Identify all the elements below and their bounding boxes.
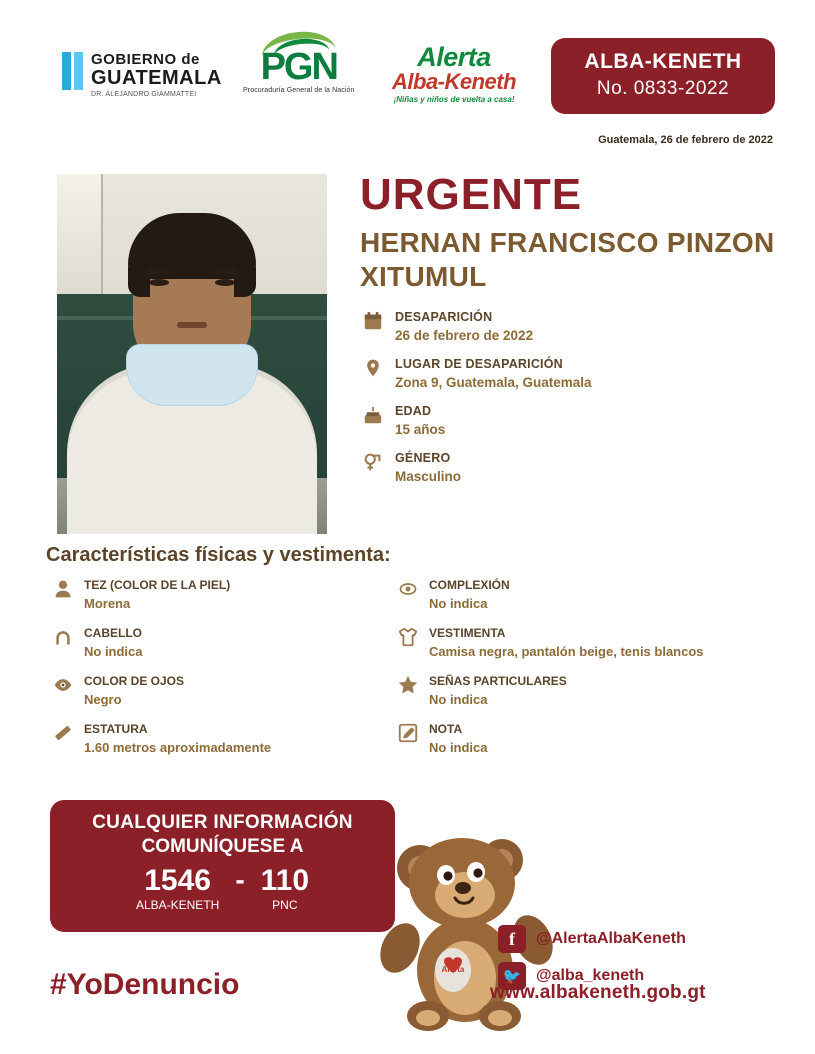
alerta-tagline: ¡Niñas y niños de vuelta a casa! <box>393 94 515 104</box>
contact-info-line2: COMUNÍQUESE A <box>141 836 304 857</box>
char-value: Camisa negra, pantalón beige, tenis blancos <box>429 644 704 659</box>
char-complexion <box>395 576 780 611</box>
facebook-icon: f <box>498 925 526 953</box>
phone-pnc-label: PNC <box>272 898 298 912</box>
characteristics-grid <box>50 576 780 768</box>
char-value: Negro <box>84 692 122 707</box>
characteristics-title: Características físicas y vestimenta: <box>46 544 391 566</box>
gender-icon <box>360 449 386 475</box>
field-edad <box>360 402 790 437</box>
facebook-handle: @AlertaAlbaKeneth <box>536 930 686 947</box>
char-label: COMPLEXIÓN <box>429 578 510 592</box>
phone-alba-keneth-label: ALBA-KENETH <box>135 898 220 912</box>
victim-photo <box>57 174 327 534</box>
char-label: ESTATURA <box>84 722 148 736</box>
field-label: GÉNERO <box>395 451 451 465</box>
government-logo-line3: DR. ALEJANDRO GIAMMATTEI <box>91 91 197 98</box>
alerta-alba-keneth-logo <box>392 42 517 104</box>
char-label: VESTIMENTA <box>429 626 506 640</box>
field-genero <box>360 449 790 484</box>
case-badge-title: ALBA-KENETH <box>584 50 742 73</box>
field-value: Masculino <box>395 469 462 484</box>
field-desaparicion <box>360 308 790 343</box>
case-badge <box>551 38 775 114</box>
field-value: 26 de febrero de 2022 <box>395 328 534 343</box>
field-value: 15 años <box>395 422 446 437</box>
contact-info-line1: CUALQUIER INFORMACIÓN <box>92 812 353 833</box>
field-label: EDAD <box>395 404 432 418</box>
char-value: No indica <box>429 596 488 611</box>
pgn-logo <box>243 48 354 94</box>
char-label: NOTA <box>429 722 463 736</box>
cake-icon <box>360 402 386 428</box>
char-label: SEÑAS PARTICULARES <box>429 674 567 688</box>
field-value: Zona 9, Guatemala, Guatemala <box>395 375 592 390</box>
complexion-icon <box>395 576 421 602</box>
char-senas-particulares <box>395 672 780 707</box>
char-label: CABELLO <box>84 626 142 640</box>
char-value: No indica <box>429 692 488 707</box>
char-vestimenta <box>395 624 780 659</box>
phone-pnc[interactable] <box>261 866 309 912</box>
star-icon <box>395 672 421 698</box>
phone-separator: - <box>235 864 245 895</box>
government-logo-bars-icon <box>62 52 83 90</box>
phone-alba-keneth-number: 1546 <box>144 864 211 897</box>
case-badge-number: No. 0833-2022 <box>596 78 730 99</box>
alba-keneth-word: Alba-Keneth <box>392 68 517 94</box>
phone-pnc-number: 110 <box>260 864 310 897</box>
facebook-row[interactable] <box>498 925 686 953</box>
page-header <box>0 0 815 150</box>
alerta-word: Alerta <box>417 42 491 72</box>
location-pin-icon <box>360 355 386 381</box>
website-url[interactable]: www.albakeneth.gob.gt <box>490 982 706 1003</box>
char-color-ojos <box>50 672 395 707</box>
char-value: No indica <box>429 740 488 755</box>
note-pencil-icon <box>395 720 421 746</box>
eye-icon <box>50 672 76 698</box>
char-value: Morena <box>84 596 131 611</box>
twitter-icon: 🐦 <box>498 962 526 990</box>
char-nota <box>395 720 780 755</box>
hair-icon <box>50 624 76 650</box>
government-logo <box>62 52 222 98</box>
government-logo-line2: GUATEMALA <box>91 67 222 89</box>
case-date: Guatemala, 26 de febrero de 2022 <box>598 134 773 146</box>
char-value: 1.60 metros aproximadamente <box>84 740 272 755</box>
char-label: COLOR DE OJOS <box>84 674 185 688</box>
char-label: TEZ (COLOR DE LA PIEL) <box>84 578 231 592</box>
hashtag-yodenuncio: #YoDenuncio <box>50 968 240 1001</box>
svg-text:Alerta: Alerta <box>441 965 465 974</box>
tshirt-icon <box>395 624 421 650</box>
contact-info-box <box>50 800 395 932</box>
twitter-handle: @alba_keneth <box>536 967 645 984</box>
government-logo-line1: GOBIERNO de <box>91 51 200 68</box>
alert-fields <box>360 308 790 496</box>
field-label: DESAPARICIÓN <box>395 310 493 324</box>
char-estatura <box>50 720 395 755</box>
char-cabello <box>50 624 395 659</box>
pgn-subtitle: Procuraduría General de la Nación <box>243 87 355 94</box>
skin-icon <box>50 576 76 602</box>
photo-face-mask <box>126 344 258 406</box>
ruler-icon <box>50 720 76 746</box>
char-value: No indica <box>84 644 143 659</box>
field-lugar-desaparicion <box>360 355 790 390</box>
victim-name: HERNAN FRANCISCO PINZON XITUMUL <box>360 227 775 293</box>
calendar-icon <box>360 308 386 334</box>
field-label: LUGAR DE DESAPARICIÓN <box>395 357 563 371</box>
urgent-label: URGENTE <box>360 170 583 219</box>
photo-person <box>57 234 327 534</box>
char-tez <box>50 576 395 611</box>
phone-alba-keneth[interactable] <box>136 866 219 912</box>
pgn-acronym: PGN <box>260 46 337 88</box>
